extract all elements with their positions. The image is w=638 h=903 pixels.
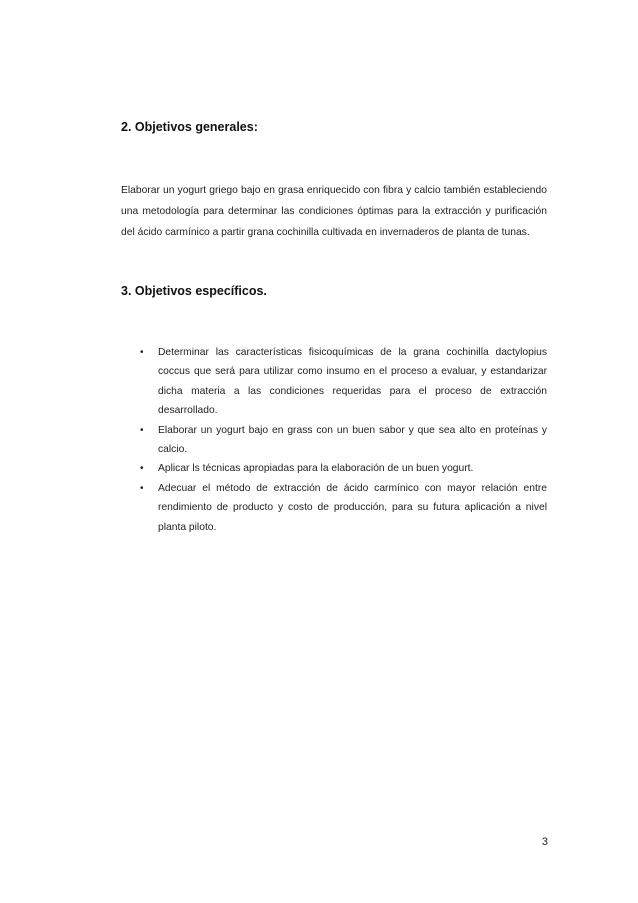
page-number: 3 xyxy=(541,836,548,848)
list-item xyxy=(121,421,547,460)
bullet-icon: • xyxy=(140,482,144,494)
general-objectives-paragraph: Elaborar un yogurt griego bajo en grasa enriquecido con fibra y calcio también estableciendo una metodología para determinar las condiciones óptimas para la extracción y purificación del ácido carmínico a partir grana cochinilla cultivada en invernaderos de planta de tunas. xyxy=(121,185,547,239)
general-objectives-heading: 2. Objetivos generales: xyxy=(121,120,258,134)
list-item xyxy=(121,479,547,537)
list-item-text: Elaborar un yogurt bajo en grass con un buen sabor y que sea alto en proteínas y calcio. xyxy=(158,424,547,456)
list-item-text: Determinar las características fisicoquímicas de la grana cochinilla dactylopius coccus que será para utilizar como insumo en el proceso a evaluar, y estandarizar dicha materia a las condiciones requeridas para el proceso de extracción desarrollado. xyxy=(158,347,547,417)
specific-objectives-heading: 3. Objetivos específicos. xyxy=(121,284,267,298)
list-item xyxy=(121,459,547,478)
list-item xyxy=(121,343,547,421)
specific-objectives-list xyxy=(121,343,547,537)
list-item-text: Aplicar ls técnicas apropiadas para la elaboración de un buen yogurt. xyxy=(158,463,474,475)
bullet-icon: • xyxy=(140,463,144,475)
list-item-text: Adecuar el método de extracción de ácido carmínico con mayor relación entre rendimiento de producto y costo de producción, para su futura aplicación a nivel planta piloto. xyxy=(158,482,547,533)
bullet-icon: • xyxy=(140,347,144,358)
bullet-icon: • xyxy=(140,424,144,436)
